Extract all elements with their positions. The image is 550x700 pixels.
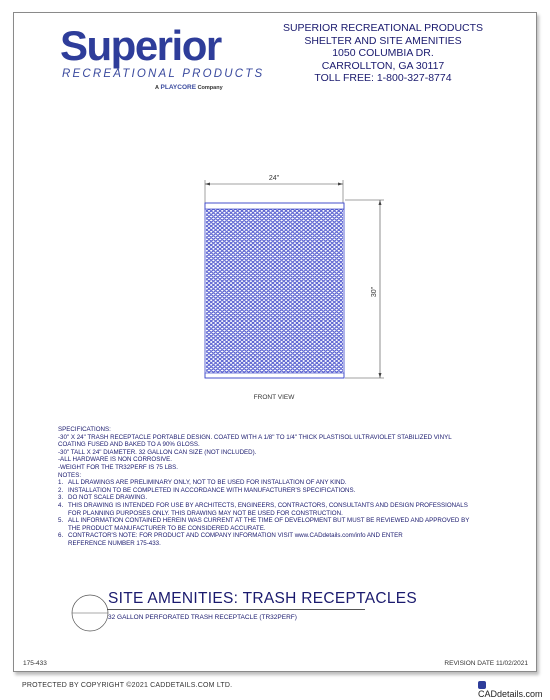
width-dimension-label: 24" — [268, 175, 280, 182]
playcore-prefix: A — [155, 85, 159, 91]
note-item — [58, 532, 508, 540]
sheet-number: 175-433 — [23, 660, 47, 667]
sheet-title: SITE AMENITIES: TRASH RECEPTACLES — [108, 590, 418, 607]
logo-tagline: RECREATIONAL PRODUCTS — [62, 68, 265, 80]
note-number: 6. — [58, 532, 64, 540]
receptacle-bottom-band — [205, 373, 344, 378]
spec-line: -ALL HARDWARE IS NON CORROSIVE. — [58, 456, 173, 464]
receptacle-top-band — [205, 203, 344, 209]
receptacle-body-stagger — [206, 208, 343, 378]
notes-list — [58, 479, 508, 547]
note-text: INSTALLATION TO BE COMPLETED IN ACCORDANCE WITH MANUFACTURER'S SPECIFICATIONS. — [68, 486, 356, 494]
note-continuation: THE PRODUCT MANUFACTURER TO BE CONSIDERED ACCURATE. — [68, 524, 266, 532]
playcore-suffix: Company — [197, 85, 223, 91]
specifications-heading: SPECIFICATIONS: — [58, 426, 111, 433]
spec-line: COATING FUSED AND BAKED TO A 90% GLOSS. — [58, 441, 200, 449]
playcore-brand: PLAYCORE — [160, 84, 197, 91]
note-item — [58, 479, 508, 487]
height-dimension-label: 30" — [371, 286, 378, 298]
note-text: ALL DRAWINGS ARE PRELIMINARY ONLY, NOT TO BE USED FOR INSTALLATION OF ANY KIND. — [68, 479, 347, 487]
note-number: 2. — [58, 486, 64, 494]
sheet-subtitle: 32 GALLON PERFORATED TRASH RECEPTACLE (TR32PERF) — [108, 614, 297, 621]
spec-line: -30" TALL X 24" DIAMETER. 32 GALLON CAN SIZE (NOT INCLUDED). — [58, 448, 257, 456]
note-text: ALL INFORMATION CONTAINED HEREIN WAS CURRENT AT THE TIME OF DEVELOPMENT BUT MUST BE REVIEWED AND APPROVED BY — [68, 517, 470, 525]
note-item — [58, 517, 508, 525]
height-arrow-top — [379, 200, 382, 205]
address-line: SHELTER AND SITE AMENITIES — [304, 34, 462, 47]
front-view-label: FRONT VIEW — [253, 394, 295, 401]
title-rule — [107, 609, 365, 610]
note-text: DO NOT SCALE DRAWING. — [68, 494, 148, 502]
height-arrow-bottom — [379, 373, 382, 378]
note-item — [58, 502, 508, 510]
note-continuation: REFERENCE NUMBER 175-433. — [68, 539, 161, 547]
superior-logo: Superior — [60, 22, 221, 69]
note-continuation: FOR PLANNING PURPOSES ONLY. THIS DRAWING MAY NOT BE USED FOR CONSTRUCTION. — [68, 509, 343, 517]
width-arrow-left — [205, 183, 210, 186]
caddetails-text: CADdetails.com — [478, 689, 543, 699]
note-item — [58, 494, 508, 502]
spec-line: -WEIGHT FOR THE TR32PERF IS 75 LBS. — [58, 463, 178, 471]
caddetails-icon — [478, 681, 486, 689]
spec-line: -30" X 24" TRASH RECEPTACLE PORTABLE DESIGN. COATED WITH A 1/8" TO 1/4" THICK PLASTISOL ULTRAVIOLET STABILIZED VINYL — [58, 433, 452, 441]
width-arrow-right — [338, 183, 343, 186]
caddetails-logo[interactable] — [478, 679, 550, 699]
note-text: CONTRACTOR'S NOTE: FOR PRODUCT AND COMPANY INFORMATION VISIT www.CADdetails.com/info AND ENTER — [68, 532, 403, 540]
note-number: 1. — [58, 479, 64, 487]
note-number: 3. — [58, 494, 64, 502]
address-line: CARROLLTON, GA 30117 — [321, 59, 445, 72]
address-line: TOLL FREE: 1-800-327-8774 — [314, 72, 452, 85]
address-line: SUPERIOR RECREATIONAL PRODUCTS — [282, 22, 484, 34]
note-number: 4. — [58, 501, 64, 509]
address-line: 1050 COLUMBIA DR. — [332, 47, 434, 60]
notes-heading: NOTES: — [58, 471, 82, 479]
revision-date: REVISION DATE 11/02/2021 — [444, 660, 528, 667]
copyright-notice: PROTECTED BY COPYRIGHT ©2021 CADDETAILS.COM LTD. — [22, 682, 233, 689]
note-item — [58, 487, 508, 495]
note-text: THIS DRAWING IS INTENDED FOR USE BY ARCHITECTS, ENGINEERS, CONTRACTORS, CONSULTANTS AND DESIGN PROFESSIONALS — [68, 501, 468, 509]
specifications-block — [58, 426, 508, 548]
note-number: 5. — [58, 517, 64, 525]
